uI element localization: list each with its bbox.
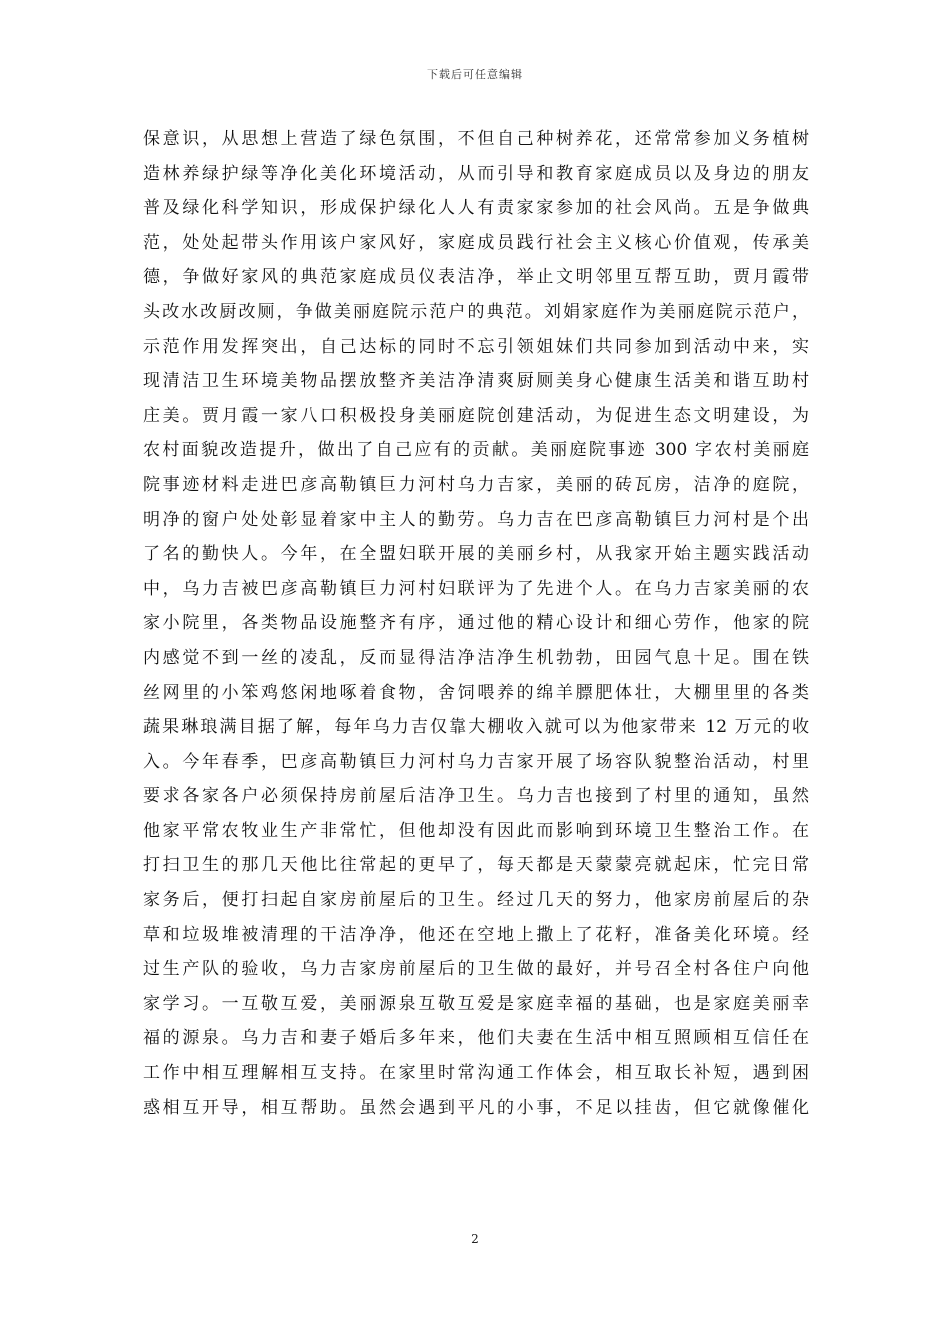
text-line: 农村面貌改造提升，做出了自己应有的贡献。美丽庭院事迹 300 字农村美丽庭 bbox=[143, 440, 809, 461]
text-line: 家学习。一互敬互爱，美丽源泉互敬互爱是家庭幸福的基础，也是家庭美丽幸 bbox=[143, 993, 809, 1014]
text-line: 普及绿化科学知识，形成保护绿化人人有责家家参加的社会风尚。五是争做典 bbox=[143, 198, 809, 219]
text-line: 蔬果琳琅满目据了解，每年乌力吉仅靠大棚收入就可以为他家带来 12 万元的收 bbox=[143, 717, 809, 738]
text-line: 要求各家各户必须保持房前屋后洁净卫生。乌力吉也接到了村里的通知，虽然 bbox=[143, 786, 809, 807]
page-header: 下载后可任意编辑 bbox=[427, 68, 523, 81]
text-line: 过生产队的验收，乌力吉家房前屋后的卫生做的最好，并号召全村各住户向他 bbox=[143, 959, 809, 980]
text-line: 庄美。贾月霞一家八口积极投身美丽庭院创建活动，为促进生态文明建设，为 bbox=[143, 405, 809, 426]
text-line: 内感觉不到一丝的凌乱，反而显得洁净洁净生机勃勃，田园气息十足。围在铁 bbox=[143, 647, 809, 668]
text-line: 德，争做好家风的典范家庭成员仪表洁净，举止文明邻里互帮互助，贾月霞带 bbox=[143, 267, 809, 288]
page-number: 2 bbox=[471, 1232, 479, 1246]
text-line: 入。今年春季，巴彦高勒镇巨力河村乌力吉家开展了场容队貌整治活动，村里 bbox=[143, 751, 809, 772]
text-line: 工作中相互理解相互支持。在家里时常沟通工作体会，相互取长补短，遇到困 bbox=[143, 1063, 809, 1084]
text-line: 丝网里的小笨鸡悠闲地啄着食物，舍饲喂养的绵羊膘肥体壮，大棚里里的各类 bbox=[143, 682, 809, 703]
text-line: 他家平常农牧业生产非常忙，但他却没有因此而影响到环境卫生整治工作。在 bbox=[143, 820, 809, 841]
text-line: 惑相互开导，相互帮助。虽然会遇到平凡的小事，不足以挂齿，但它就像催化 bbox=[143, 1097, 809, 1118]
text-line: 草和垃圾堆被清理的干洁净净，他还在空地上撒上了花籽，准备美化环境。经 bbox=[143, 924, 809, 945]
text-line: 头改水改厨改厕，争做美丽庭院示范户的典范。刘娟家庭作为美丽庭院示范户， bbox=[143, 301, 809, 322]
text-line: 保意识，从思想上营造了绿色氛围，不但自己种树养花，还常常参加义务植树 bbox=[143, 129, 809, 149]
text-line: 示范作用发挥突出，自己达标的同时不忘引领姐妹们共同参加到活动中来，实 bbox=[143, 336, 809, 357]
text-line: 中，乌力吉被巴彦高勒镇巨力河村妇联评为了先进个人。在乌力吉家美丽的农 bbox=[143, 578, 809, 599]
text-line: 福的源泉。乌力吉和妻子婚后多年来，他们夫妻在生活中相互照顾相互信任在 bbox=[143, 1028, 809, 1049]
text-line: 范，处处起带头作用该户家风好，家庭成员践行社会主义核心价值观，传承美 bbox=[143, 232, 809, 253]
text-line: 了名的勤快人。今年，在全盟妇联开展的美丽乡村，从我家开始主题实践活动 bbox=[143, 544, 809, 565]
text-line: 造林养绿护绿等净化美化环境活动，从而引导和教育家庭成员以及身边的朋友 bbox=[143, 163, 809, 184]
text-line: 打扫卫生的那几天他比往常起的更早了，每天都是天蒙蒙亮就起床，忙完日常 bbox=[143, 855, 809, 876]
text-line: 家务后，便打扫起自家房前屋后的卫生。经过几天的努力，他家房前屋后的杂 bbox=[143, 890, 809, 911]
text-line: 现清洁卫生环境美物品摆放整齐美洁净清爽厨厕美身心健康生活美和谐互助村 bbox=[143, 371, 809, 392]
document-body bbox=[143, 122, 809, 1125]
text-line: 家小院里，各类物品设施整齐有序，通过他的精心设计和细心劳作，他家的院 bbox=[143, 613, 809, 634]
text-line: 院事迹材料走进巴彦高勒镇巨力河村乌力吉家，美丽的砖瓦房，洁净的庭院， bbox=[143, 474, 809, 495]
text-line: 明净的窗户处处彰显着家中主人的勤劳。乌力吉在巴彦高勒镇巨力河村是个出 bbox=[143, 509, 809, 530]
